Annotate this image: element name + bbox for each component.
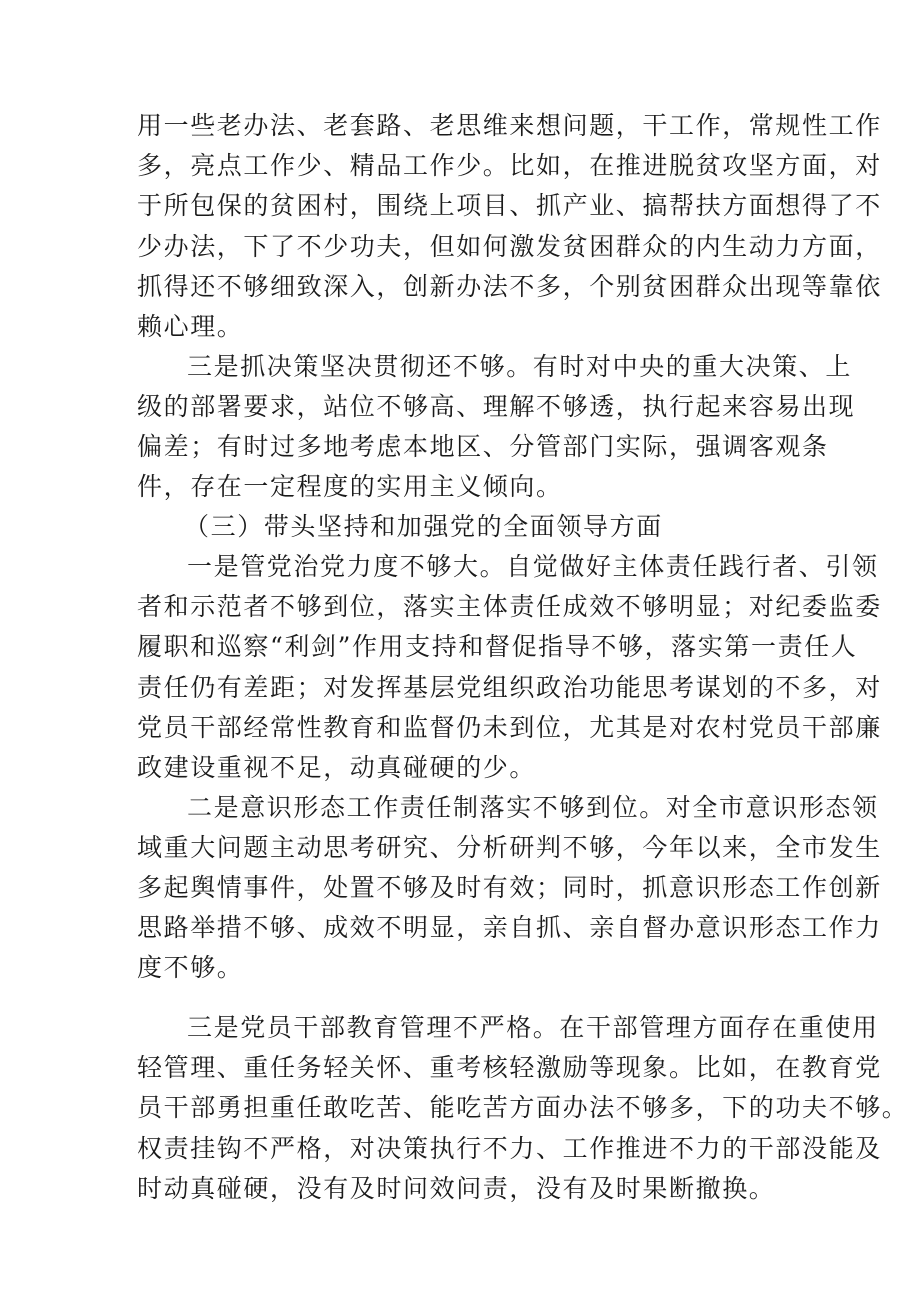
text-line: 履职和巡察“利剑”作用支持和督促指导不够，落实第一责任人 xyxy=(137,632,858,661)
text-line: 责任仍有差距；对发挥基层党组织政治功能思考谋划的不多，对 xyxy=(137,673,882,702)
text-line: 域重大问题主动思考研究、分析研判不够，今年以来，全市发生 xyxy=(137,833,882,862)
text-line: 二是意识形态工作责任制落实不够到位。对全市意识形态领 xyxy=(187,793,879,822)
text-line: 赖心理。 xyxy=(137,312,244,341)
text-line: 件，存在一定程度的实用主义倾向。 xyxy=(137,472,563,501)
text-line: 多起舆情事件，处置不够及时有效；同时，抓意识形态工作创新 xyxy=(137,873,882,902)
text-line: 者和示范者不够到位，落实主体责任成效不够明显；对纪委监委 xyxy=(137,592,882,621)
text-line: 用一些老办法、老套路、老思维来想问题，干工作，常规性工作 xyxy=(137,111,882,140)
text-line: 多，亮点工作少、精品工作少。比如，在推进脱贫攻坚方面，对 xyxy=(137,151,882,180)
text-line: 时动真碰硬，没有及时问效问责，没有及时果断撤换。 xyxy=(137,1174,776,1203)
text-line: 三是党员干部教育管理不严格。在干部管理方面存在重使用 xyxy=(187,1013,879,1042)
text-line: 轻管理、重任务轻关怀、重考核轻激励等现象。比如，在教育党 xyxy=(137,1053,882,1082)
section-heading: （三）带头坚持和加强党的全面领导方面 xyxy=(184,512,663,541)
text-line: 三是抓决策坚决贯彻还不够。有时对中央的重大决策、上 xyxy=(187,352,853,381)
text-line: 抓得还不够细致深入，创新办法不多，个别贫困群众出现等靠依 xyxy=(137,272,882,301)
text-line: 权责挂钩不严格，对决策执行不力、工作推进不力的干部没能及 xyxy=(137,1134,882,1163)
text-line: 政建设重视不足，动真碰硬的少。 xyxy=(137,753,537,782)
text-line: 员干部勇担重任敢吃苦、能吃苦方面办法不够多，下的功夫不够。 xyxy=(137,1093,909,1122)
text-line: 少办法，下了不少功夫，但如何激发贫困群众的内生动力方面， xyxy=(137,232,882,261)
text-line: 党员干部经常性教育和监督仍未到位，尤其是对农村党员干部廉 xyxy=(137,713,882,742)
text-line: 偏差；有时过多地考虑本地区、分管部门实际，强调客观条 xyxy=(137,432,829,461)
text-line: 一是管党治党力度不够大。自觉做好主体责任践行者、引领 xyxy=(187,552,879,581)
text-line: 级的部署要求，站位不够高、理解不够透，执行起来容易出现 xyxy=(137,392,856,421)
text-line: 度不够。 xyxy=(137,953,244,982)
text-line: 思路举措不够、成效不明显，亲自抓、亲自督办意识形态工作力 xyxy=(137,913,882,942)
text-line: 于所包保的贫困村，围绕上项目、抓产业、搞帮扶方面想得了不 xyxy=(137,191,882,220)
